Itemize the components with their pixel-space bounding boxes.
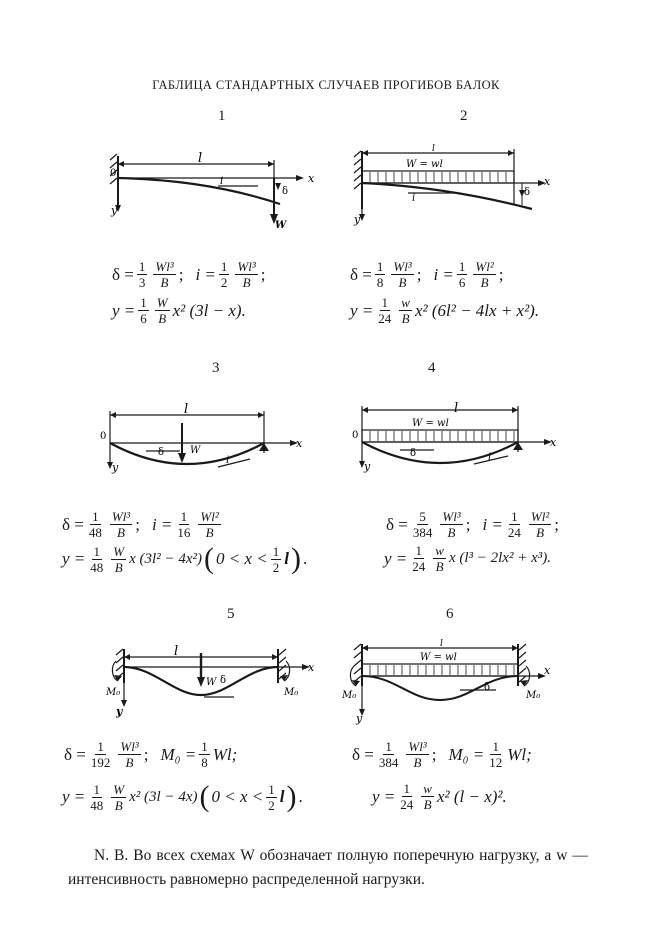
case-6-moment-left-label: M₀ (342, 690, 357, 701)
case-3-span-label: l (184, 402, 189, 417)
case-3-formula-deflection: δ = $\frac{1}{48}$ $\frac{\text{Wl³}}{B}$ ; i = $\frac{1}{16}$ $\frac{\text{Wl²}}{B}$ (62, 509, 219, 540)
case-5-moment-right-label: M₀ (284, 687, 299, 698)
case-1-x-label: x (308, 172, 315, 185)
case-5-formula-shape: y = $\frac{1}{48}$ $\frac{W}{B}$ x² (3l − 4x) ( 0 < x < $\frac{1}{2}$ l ) . (62, 780, 303, 813)
case-5-load-label: W (206, 677, 217, 688)
case-1-number: 1 (218, 108, 226, 124)
case-5-x-label: x (308, 661, 315, 674)
case-5-formula-deflection: δ = $\frac{1}{192}$ $\frac{\text{Wl³}}{B}$ ; M₀ = $\frac{1}{8}$ Wl; (64, 739, 238, 770)
case-2-diagram (348, 145, 558, 235)
case-6-moment-right-label: M₀ (526, 690, 541, 701)
case-2-formula-shape: y = $\frac{1}{24}$ $\frac{w}{B}$ x² (6l² − 4lx + x²). (350, 295, 540, 326)
case-4-formula-deflection: δ = $\frac{5}{384}$ $\frac{\text{Wl³}}{B}$ ; i = $\frac{1}{24}$ $\frac{\text{Wl²}}{B}$ ; (386, 509, 559, 540)
footnote-text: N. B. Во всех схемах W обозначает полную поперечную нагрузку, а w — интенсивность равномерно распределенной нагрузки. (68, 847, 588, 888)
case-5-y-label: y (116, 705, 123, 718)
case-4-formula-shape: y = $\frac{1}{24}$ $\frac{w}{B}$ x (l³ − 2lx² + x³). (384, 543, 551, 574)
case-4-load-label: W = wl (412, 418, 449, 429)
case-2-y-label: y (354, 213, 361, 226)
case-6-diagram (340, 640, 560, 725)
case-1-y-label: y (111, 204, 118, 217)
case-5-deflection-label: δ (220, 675, 227, 686)
case-6-x-label: x (544, 664, 551, 677)
case-6-formula-shape: y = $\frac{1}{24}$ $\frac{w}{B}$ x² (l − x)². (372, 781, 507, 812)
case-2-deflection-label: δ (524, 187, 531, 198)
case-6-y-label: y (356, 712, 363, 725)
case-6-formula-deflection: δ = $\frac{1}{384}$ $\frac{\text{Wl³}}{B}$ ; M₀ = $\frac{1}{12}$ Wl; (352, 739, 532, 770)
case-2-slope-label: i (412, 193, 416, 204)
case-5-diagram (104, 645, 324, 725)
case-6-deflection-label: δ (484, 682, 491, 693)
case-1-span-label: l (198, 151, 203, 166)
case-3-slope-label: i (226, 455, 230, 466)
case-4-deflection-label: δ (410, 448, 417, 459)
case-4-number: 4 (428, 360, 436, 376)
case-2-formula-deflection: δ = $\frac{1}{8}$ $\frac{\text{Wl³}}{B}$ ; i = $\frac{1}{6}$ $\frac{\text{Wl²}}{B}$ ; (350, 259, 504, 290)
case-2-x-label: x (544, 175, 551, 188)
case-1-origin-label: 0 (110, 168, 117, 179)
footnote (68, 844, 588, 892)
case-4-diagram (350, 400, 560, 485)
case-3-diagram (100, 402, 310, 485)
case-3-x-label: x (296, 437, 303, 450)
case-1-slope-label: i (220, 176, 224, 187)
case-3-load-label: W (190, 445, 201, 456)
case-1-load-label: W (275, 220, 287, 231)
case-5-moment-left-label: M₀ (106, 687, 121, 698)
case-4-span-label: l (454, 401, 459, 416)
case-4-origin-label: 0 (352, 430, 359, 441)
case-3-formula-shape: y = $\frac{1}{48}$ $\frac{W}{B}$ x (3l² − 4x²) ( 0 < x < $\frac{1}{2}$ l ) . (62, 542, 308, 575)
case-4-x-label: x (550, 436, 557, 449)
case-5-number: 5 (227, 606, 235, 622)
case-5-span-label: l (174, 644, 179, 659)
case-1-formula-shape: y = $\frac{1}{6}$ $\frac{W}{B}$ x² (3l − x). (112, 295, 246, 326)
case-1-deflection-label: δ (282, 186, 289, 197)
case-3-number: 3 (212, 360, 220, 376)
case-1-formula-deflection: δ = $\frac{1}{3}$ $\frac{\text{Wl³}}{B}$ ; i = $\frac{1}{2}$ $\frac{\text{Wl³}}{B}$ ; (112, 259, 266, 290)
case-2-span-label: l (432, 144, 435, 154)
case-6-number: 6 (446, 606, 454, 622)
case-2-load-label: W = wl (406, 159, 443, 170)
case-4-y-label: y (364, 460, 371, 473)
case-3-origin-label: 0 (100, 431, 107, 442)
case-6-span-label: l (440, 639, 443, 649)
case-4-slope-label: i (488, 452, 492, 463)
case-6-load-label: W = wl (420, 652, 457, 663)
case-3-deflection-label: δ (158, 447, 165, 458)
page-title: ГАБЛИЦА СТАНДАРТНЫХ СЛУЧАЕВ ПРОГИБОВ БАЛОК (152, 78, 500, 92)
case-1-diagram (108, 150, 318, 230)
case-2-number: 2 (460, 108, 468, 124)
case-3-y-label: y (112, 461, 119, 474)
